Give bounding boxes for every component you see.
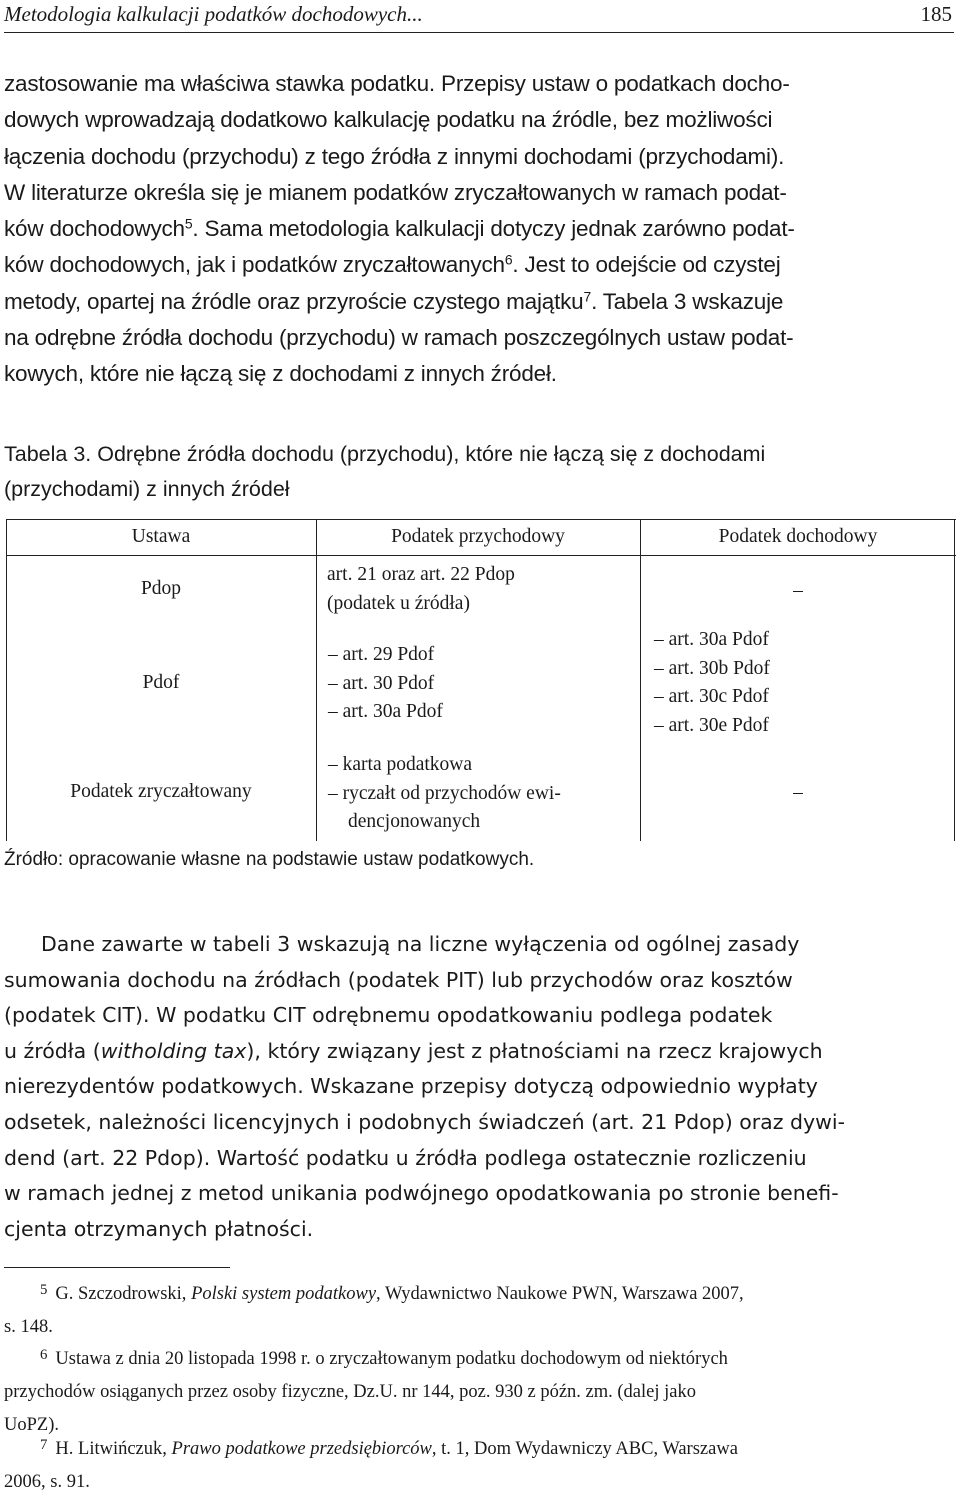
paragraph-2	[4, 927, 956, 1247]
footnote-line: przychodów osiąganych przez osoby fizyczne, Dz.U. nr 144, poz. 930 z późn. zm. (dalej jako	[4, 1382, 696, 1402]
cell-line: art. 21 oraz art. 22 Pdop	[327, 564, 515, 585]
text-segment: ków dochodowych, jak i podatków zryczałtowanych	[4, 252, 505, 278]
text-line: odsetek, należności licencyjnych i podobnych świadczeń (art. 21 Pdop) oraz dywi-	[4, 1109, 846, 1134]
text-line: W literaturze określa się je mianem podatków zryczałtowanych w ramach podat-	[4, 179, 787, 205]
table-caption	[4, 437, 956, 507]
book-title: Prawo podatkowe przedsiębiorców	[171, 1439, 432, 1459]
sources-table	[6, 519, 956, 841]
text-segment: G. Szczodrowski,	[55, 1284, 192, 1304]
text-line	[4, 1034, 956, 1070]
cell-line: – art. 29 Pdof	[328, 644, 435, 665]
footnote-5	[4, 1278, 956, 1344]
footnote-line: 2006, s. 91.	[4, 1472, 90, 1492]
text-segment: . Jest to odejście od czystej	[512, 252, 781, 278]
text-line: dend (art. 22 Pdop). Wartość podatku u źródła podlega ostatecznie rozliczeniu	[4, 1145, 807, 1170]
footnote-line: s. 148.	[4, 1317, 53, 1337]
footnote-line: UoPZ).	[4, 1415, 59, 1435]
cell-line: – art. 30 Pdof	[328, 672, 435, 694]
text-line: nierezydentów podatkowych. Wskazane przepisy dotyczą odpowiednio wypłaty	[4, 1074, 818, 1099]
text-segment: . Sama metodologia kalkulacji dotyczy jednak zarówno podat-	[192, 216, 795, 242]
text-line	[4, 211, 956, 247]
text-line: sumowania dochodu na źródłach (podatek PIT) lub przychodów oraz kosztów	[4, 967, 793, 992]
text-line: kowych, które nie łączą się z dochodami z innych źródeł.	[4, 361, 557, 387]
cell-line: – art. 30a Pdof	[328, 701, 443, 722]
caption-line: Tabela 3. Odrębne źródła dochodu (przychodu), które nie łączą się z dochodami	[4, 442, 766, 466]
footnote-ref-6[interactable]: 6	[504, 251, 513, 268]
cell-line: – art. 30a Pdof	[654, 629, 769, 650]
header-separator	[6, 555, 956, 556]
text-line: cjenta otrzymanych płatności.	[4, 1216, 314, 1241]
footnote-number: 7	[40, 1436, 48, 1453]
text-line	[4, 284, 956, 320]
text-segment: ków dochodowych	[4, 216, 185, 242]
text-line: na odrębne źródła dochodu (przychodu) w ramach poszczególnych ustaw podat-	[4, 325, 794, 351]
text-line: zastosowanie ma właściwa stawka podatku. Przepisy ustaw o podatkach docho-	[4, 71, 790, 96]
footnote-rule	[4, 1267, 230, 1268]
cell-dochodowy-pdop: –	[793, 580, 803, 601]
cell-line: – art. 30e Pdof	[654, 714, 769, 736]
cell-ustawa-pdop: Pdop	[140, 578, 182, 599]
text-line	[4, 247, 956, 283]
italic-term: witholding tax	[100, 1038, 247, 1063]
column-header-ustawa: Ustawa	[131, 526, 191, 547]
table-source-note: Źródło: opracowanie własne na podstawie ustaw podatkowych.	[4, 849, 535, 870]
running-title: Metodologia kalkulacji podatków dochodowych...	[4, 2, 423, 26]
page-number: 185	[920, 2, 952, 26]
cell-line: – ryczałt od przychodów ewi-	[328, 782, 561, 804]
text-segment: , Wydawnictwo Naukowe PWN, Warszawa 2007,	[376, 1284, 744, 1304]
text-segment: . Tabela 3 wskazuje	[591, 288, 784, 314]
cell-dochodowy-zryczaltowany: –	[793, 782, 803, 803]
footnote-line	[4, 1278, 956, 1311]
text-segment: u źródła (	[4, 1038, 101, 1063]
text-segment: H. Litwińczuk,	[55, 1439, 172, 1459]
footnote-number: 6	[40, 1346, 48, 1363]
footnote-line	[4, 1433, 956, 1466]
cell-line: – art. 30c Pdof	[654, 686, 769, 707]
text-segment: Ustawa z dnia 20 listopada 1998 r. o zryczałtowanym podatku dochodowym od niektórych	[55, 1349, 728, 1369]
cell-przychodowy-pdop	[327, 561, 515, 618]
footnote-6	[4, 1343, 956, 1442]
caption-line: (przychodami) z innych źródeł	[4, 477, 290, 501]
footnote-ref-7[interactable]: 7	[583, 288, 592, 305]
column-divider	[316, 519, 317, 841]
footnote-7	[4, 1433, 956, 1499]
text-segment: metody, opartej na źródle oraz przyroście czystego majątku	[4, 288, 584, 314]
text-line: w ramach jednej z metod unikania podwójnego opodatkowania po stronie benefi-	[4, 1181, 839, 1206]
cell-line: dencjonowanych	[348, 811, 481, 832]
text-line: Dane zawarte w tabeli 3 wskazują na liczne wyłączenia od ogólnej zasady	[41, 932, 800, 956]
text-segment: , t. 1, Dom Wydawniczy ABC, Warszawa	[431, 1439, 738, 1459]
cell-przychodowy-pdof	[328, 641, 443, 727]
text-line: (podatek CIT). W podatku CIT odrębnemu opodatkowaniu podlega podatek	[4, 1003, 773, 1028]
cell-line: – karta podatkowa	[328, 754, 473, 775]
cell-przychodowy-zryczaltowany	[328, 751, 561, 837]
cell-ustawa-zryczaltowany: Podatek zryczałtowany	[70, 781, 252, 802]
cell-ustawa-pdof: Pdof	[142, 672, 180, 693]
footnote-line	[4, 1343, 956, 1376]
paragraph-1	[4, 66, 956, 393]
cell-line: (podatek u źródła)	[327, 592, 470, 614]
column-header-dochodowy: Podatek dochodowy	[718, 526, 878, 547]
footnote-ref-5[interactable]: 5	[184, 215, 193, 232]
column-header-przychodowy: Podatek przychodowy	[391, 526, 565, 547]
table-top-border	[6, 519, 956, 520]
cell-line: – art. 30b Pdof	[654, 657, 770, 679]
running-header	[4, 0, 954, 33]
book-title: Polski system podatkowy	[191, 1284, 377, 1304]
text-line: łączenia dochodu (przychodu) z tego źródła z innymi dochodami (przychodami).	[4, 143, 785, 169]
cell-dochodowy-pdof	[654, 626, 770, 740]
text-line: dowych wprowadzają dodatkowo kalkulację podatku na źródle, bez możliwości	[4, 107, 773, 133]
footnote-number: 5	[40, 1281, 48, 1298]
text-segment: ), który związany jest z płatnościami na rzecz krajowych	[246, 1038, 823, 1063]
